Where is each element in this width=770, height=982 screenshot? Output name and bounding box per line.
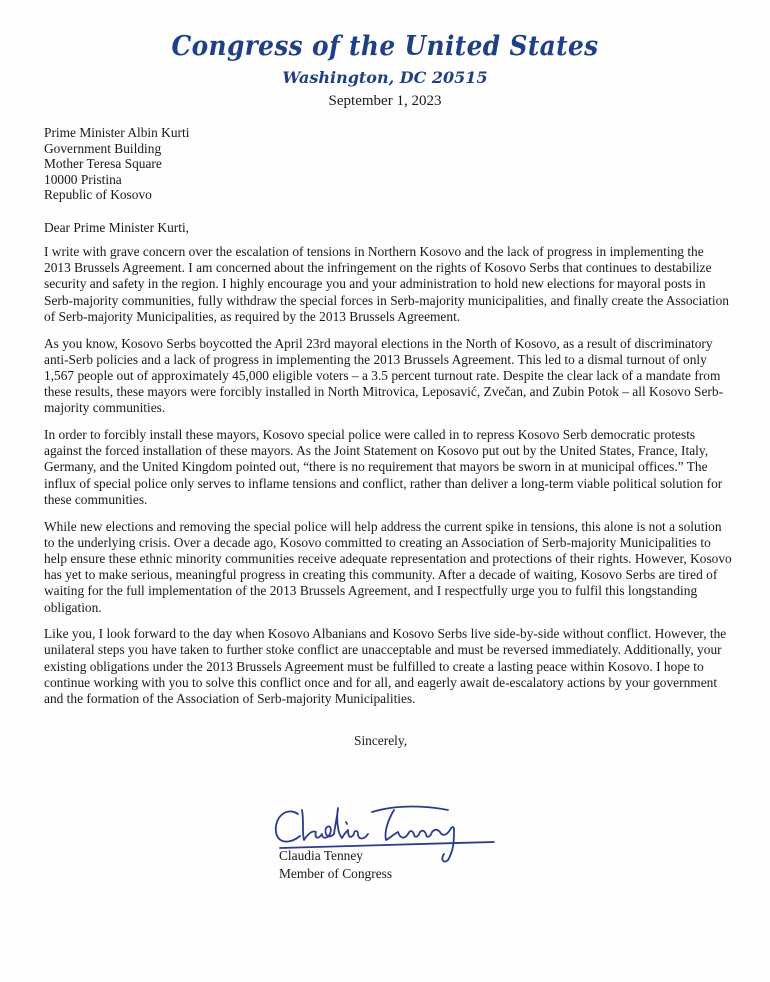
address-line: Republic of Kosovo — [44, 187, 152, 203]
salutation: Dear Prime Minister Kurti, — [44, 220, 190, 235]
signer-title: Member of Congress — [279, 866, 393, 881]
body-paragraph: As you know, Kosovo Serbs boycotted the April 23rd mayoral elections in the North of Kosovo, as a result of discriminatory anti-Serb policies and a lack of progress in implementing the 2013 Brussels Agreement. This led to a dismal turnout of only 1,567 people out of approximately 45,000 eligible voters – a 3.5 percent turnout rate. Despite the clear lack of a mandate from these results, these mayors were forcibly installed in North Mitrovica, Leposavić, Zvečan, and Zubin Potok – all Kosovo Serb-majority communities. — [44, 335, 724, 416]
address-line: Government Building — [44, 140, 162, 156]
address-line: Prime Minister Albin Kurti — [44, 125, 190, 140]
closing: Sincerely, — [354, 733, 408, 748]
body-paragraph: While new elections and removing the special police will help address the current spike in tensions, this alone is not a solution to the underlying crisis. Over a decade ago, Kosovo committed to creating an Association of Serb-majority Municipalities to help ensure these ethnic minority communities receive adequate representation and protections of their rights. However, Kosovo has yet to make serious, meaningful progress in creating this community. After a decade of waiting, Kosovo Serbs are tired of waiting for the full implementation of the 2013 Brussels Agreement, and I respectfully urge you to fulfil this longstanding obligation. — [44, 518, 732, 615]
address-line: 10000 Pristina — [44, 171, 122, 187]
body-paragraph: I write with grave concern over the escalation of tensions in Northern Kosovo and the lack of progress in implementing the 2013 Brussels Agreement. I am concerned about the infringement on the rights of Kosovo Serbs that continues to destabilize security and safety in the region. I highly encourage you and your administration to hold new elections for mayoral posts in Serb-majority communities, fully withdraw the special forces in Serb-majority municipalities, and finally create the Association of Serb-majority Municipalities, as required by the 2013 Brussels Agreement. — [44, 244, 729, 324]
body-paragraph: In order to forcibly install these mayors, Kosovo special police were called in to repress Kosovo Serb democratic protests against the forced installation of these mayors. As the Joint Statement on Kosovo put out by the United States, France, Italy, Germany, and the United Kingdom pointed out, “there is no requirement that mayors be sworn in at municipal offices.” The influx of special police only serves to inflame tensions and conflict, rather than deliver a long-term viable political solution for these communities. — [44, 427, 723, 507]
body-paragraph: Like you, I look forward to the day when Kosovo Albanians and Kosovo Serbs live side-by-side without conflict. However, the unilateral steps you have taken to further stoke conflict are unacceptable and must be reversed immediately. Additionally, your existing obligations under the 2013 Brussels Agreement must be fulfilled to create a lasting peace within Kosovo. I hope to continue working with you to solve this conflict once and for all, and eagerly await de-escalatory actions by your government and the formation of the Association of Serb-majority Municipalities. — [44, 626, 727, 707]
address-line: Mother Teresa Square — [44, 156, 162, 172]
letterhead-title: Congress of the United States — [171, 31, 599, 62]
letterhead — [0, 30, 770, 88]
letter-body — [44, 244, 732, 718]
letter-date: September 1, 2023 — [328, 93, 442, 109]
letterhead-city: Washington, DC 20515 — [282, 68, 488, 87]
recipient-address — [44, 125, 189, 203]
signer-name: Claudia Tenney — [279, 848, 363, 863]
